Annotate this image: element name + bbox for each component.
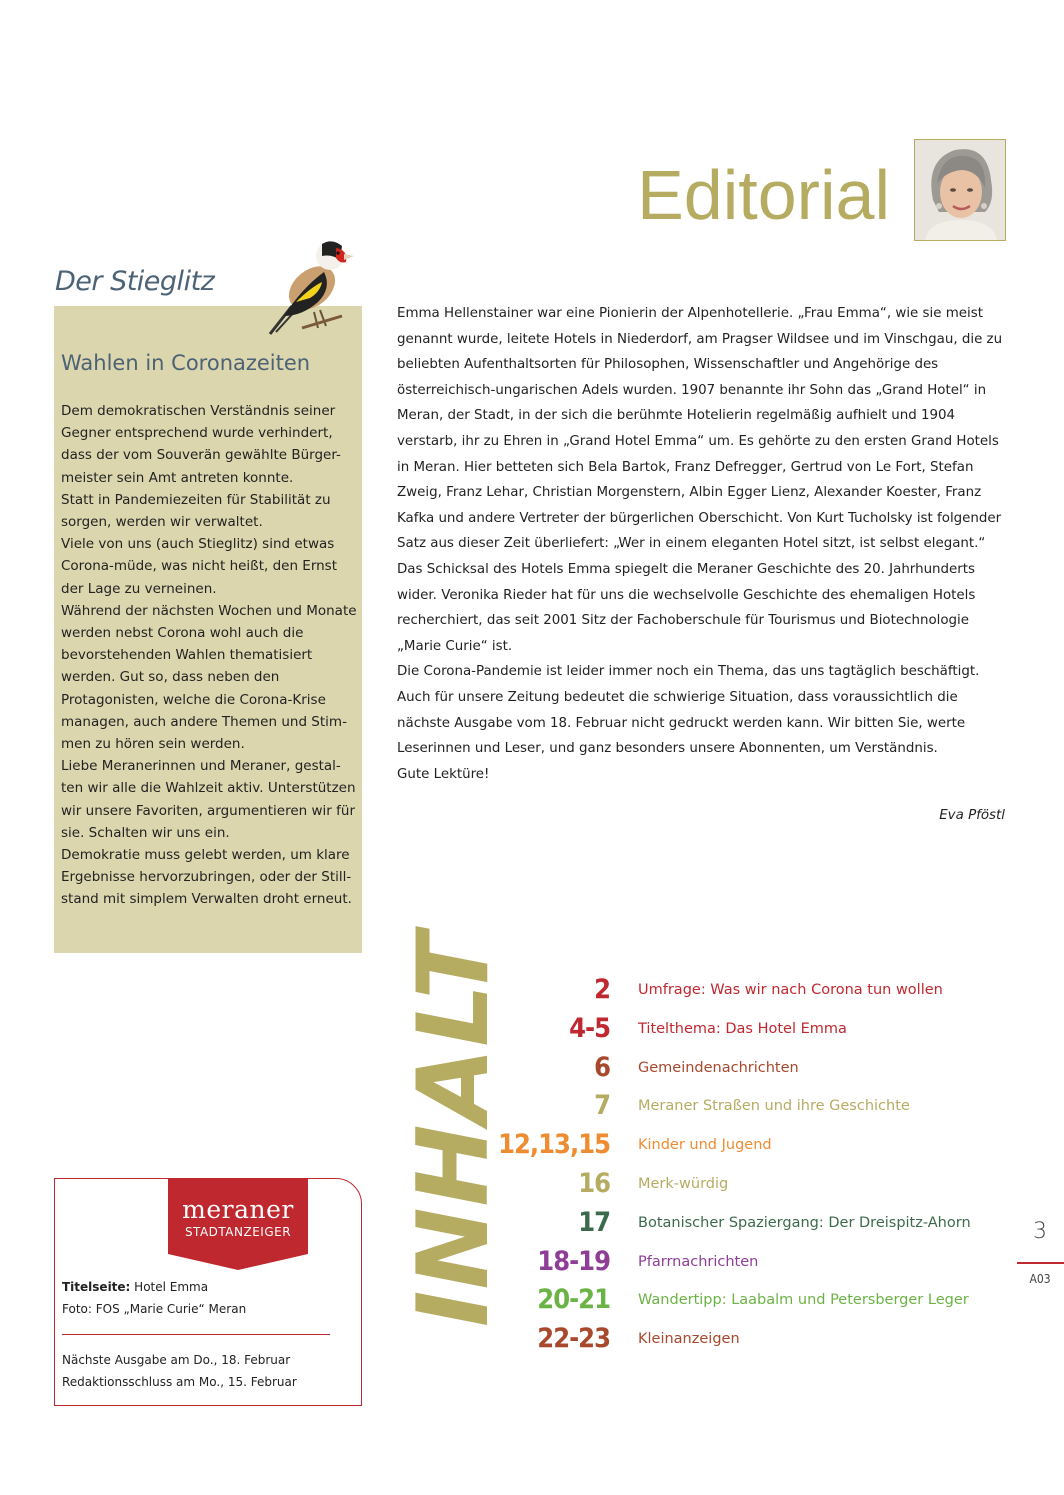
toc-page-number: 16 [578,1168,610,1199]
editorial-title: Editorial [637,156,890,234]
editorial-author: Eva Pföstl [939,808,1005,823]
toc-title: Botanischer Spaziergang: Der Dreispitz-Ahorn [638,1214,971,1231]
next-issue: Nächste Ausgabe am Do., 18. Februar [62,1353,291,1367]
toc-title: Titelthema: Das Hotel Emma [638,1020,847,1037]
toc-item[interactable] [480,972,980,1008]
stieglitz-heading: Der Stieglitz [55,266,215,297]
logo-wordmark: meraner [182,1195,294,1224]
toc-title: Pfarrnachrichten [638,1253,759,1270]
toc-title: Gemeindenachrichten [638,1059,799,1076]
toc-item[interactable] [480,1088,980,1124]
toc-page-number: 17 [578,1206,610,1238]
inhalt-heading: INHALT [397,931,511,1327]
toc-title: Umfrage: Was wir nach Corona tun wollen [638,982,943,998]
toc-page-number: 4-5 [569,1012,610,1044]
editorial-paragraph: Das Schicksal des Hotels Emma spiegelt die Meraner Geschichte des 20. Jahrhunderts wider. Veronika Rieder hat für uns die wechselvolle Geschichte des ehemaligen Hotels recherchiert, das seit 2001 Sitz der Fachoberschule für Tourismus und Biotechnologie „Marie Curie“ ist. [397,561,976,654]
cover-line [62,1280,208,1294]
toc-item[interactable] [480,1166,980,1202]
page-number-rule [1017,1262,1064,1264]
stieglitz-paragraph: Liebe Meranerinnen und Meraner, gestal-ten wir alle die Wahlzeit aktiv. Unterstützen wir unsere Favoriten, argumentieren wir für sie. Schalten wir uns ein. [61,758,356,841]
author-portrait [914,139,1006,241]
stieglitz-body [61,400,357,911]
cover-label: Titelseite: [62,1280,131,1294]
toc-page-number: 18-19 [537,1245,610,1277]
toc-item[interactable] [480,1050,980,1086]
page-code: A03 [1029,1272,1051,1286]
toc-page-number: 2 [594,974,610,1005]
stieglitz-paragraph: Statt in Pandemiezeiten für Stabilität zu sorgen, werden wir verwaltet. [61,491,331,531]
toc-item[interactable] [480,1244,980,1280]
toc-page-number: 22-23 [537,1323,610,1355]
editorial-paragraph: Die Corona-Pandemie ist leider immer noch ein Thema, das uns tagtäglich beschäftigt. Auch für unsere Zeitung bedeutet die schwierige Situation, dass voraussichtlich die nächste Ausgabe vom 18. Februar nicht gedruckt werden kann. Wir bitten Sie, werte Leserinnen und Leser, und ganz besonders unsere Abonnenten, um Verständnis. [397,664,980,757]
toc-title: Kleinanzeigen [638,1331,740,1348]
stieglitz-paragraph: Demokratie muss gelebt werden, um klare Ergebnisse hervorzubringen, oder der Still-stand mit simplem Verwalten droht erneut. [61,847,352,908]
editorial-paragraph: Emma Hellenstainer war eine Pionierin der Alpenhotellerie. „Frau Emma“, wie sie meist genannt wurde, leitete Hotels in Niederdorf, am Pragser Wildsee und im Vinschgau, die zu beliebten Aufenthaltsorten für Philosophen, Wissenschaftler und Angehörige des österreichisch-ungarischen Adels wurden. 1907 benannte ihr Sohn das „Grand Hotel“ in Meran, der Stadt, in der sich die berühmte Hotelierin regelmäßig aufhielt und 1904 verstarb, ihr zu Ehren in „Grand Hotel Emma“ um. Es gehörte zu den ersten Grand Hotels in Meran. Hier betteten sich Bela Bartok, Franz Defregger, Gertrud von Le Fort, Stefan Zweig, Franz Lehar, Christian Morgenstern, Albin Egger Lienz, Alexander Koester, Franz Kafka und andere Vertreter der bürgerlichen Oberschicht. Von Kurt Tucholsky ist folgender Satz aus dieser Zeit überliefert: „Wer in einem eleganten Hotel sitzt, ist selbst elegant.“ [397,306,1003,552]
toc-page-number: 6 [594,1051,610,1083]
toc-item[interactable] [480,1205,980,1241]
cover-value: Hotel Emma [130,1280,209,1294]
toc-item[interactable] [480,1127,980,1163]
toc-title: Wandertipp: Laabalm und Petersberger Leger [638,1292,969,1309]
toc-page-number: 20-21 [537,1284,610,1316]
toc-title: Kinder und Jugend [638,1137,772,1154]
toc-item[interactable] [480,1321,980,1357]
toc-item[interactable] [480,1011,980,1047]
editorial-body [397,301,1009,787]
editorial-deadline: Redaktionsschluss am Mo., 15. Februar [62,1375,297,1389]
goldfinch-icon [262,236,354,338]
editorial-paragraph: Gute Lektüre! [397,766,490,782]
toc-page-number: 12,13,15 [498,1129,610,1161]
info-divider [62,1334,330,1335]
toc-title: Merk-würdig [638,1176,729,1192]
stieglitz-paragraph: Während der nächsten Wochen und Monate werden nebst Corona wohl auch die bevorstehenden Wahlen thematisiert werden. Gut so, dass neben den Protagonisten, welche die Corona-Krise managen, auch andere Themen und Stim-men zu hören sein werden. [61,602,357,753]
toc-page-number: 7 [594,1090,610,1122]
stieglitz-paragraph: Dem demokratischen Verständnis seiner Gegner entsprechend wurde verhindert, dass der vom Souverän gewählte Bürger-meister sein Amt antreten konnte. [61,403,341,486]
toc-title: Meraner Straßen und ihre Geschichte [638,1098,910,1115]
toc-item[interactable] [480,1282,980,1318]
logo-banner [168,1178,308,1270]
stieglitz-subtitle: Wahlen in Coronazeiten [61,351,311,375]
logo-subtitle: STADTANZEIGER [184,1225,292,1239]
issue-info-box [54,1178,362,1406]
portrait-image [915,140,1005,240]
page-number: 3 [1033,1219,1047,1244]
photo-credit: Foto: FOS „Marie Curie“ Meran [62,1302,247,1316]
stieglitz-paragraph: Viele von uns (auch Stieglitz) sind etwas Corona-müde, was nicht heißt, den Ernst der Lage zu verneinen. [61,536,338,597]
